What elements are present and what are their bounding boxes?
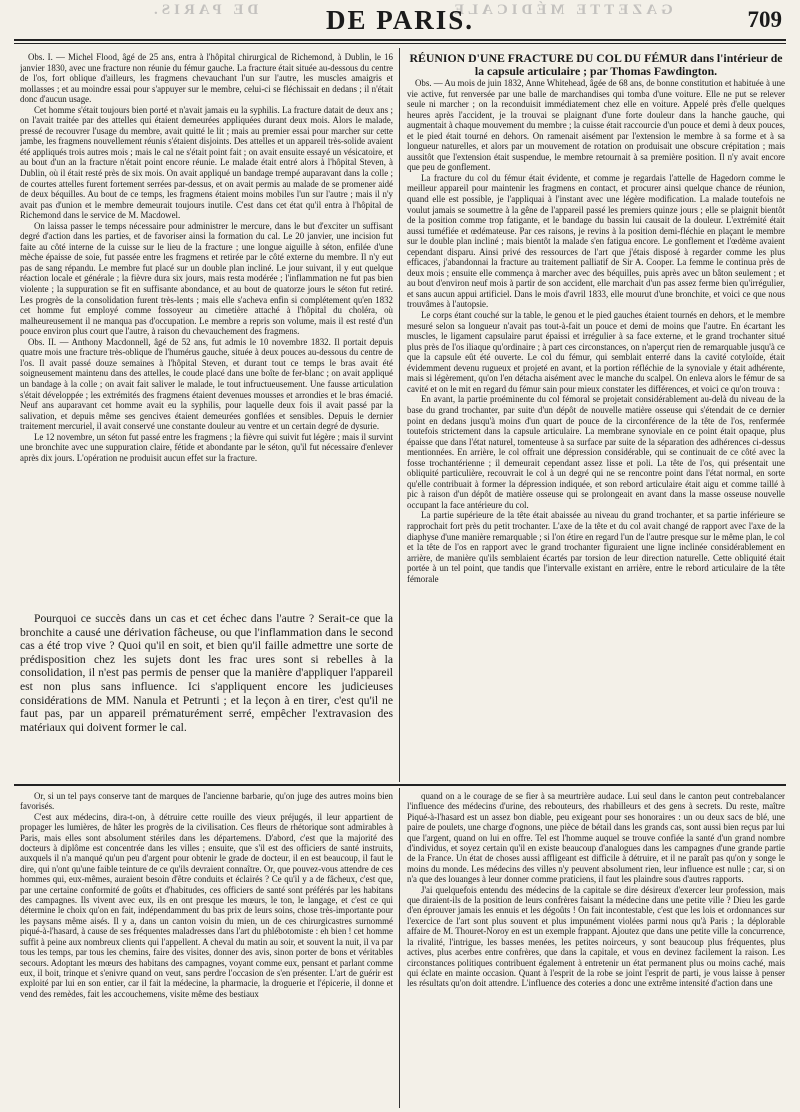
paragraph: En avant, la partie proéminente du col fémoral se projetait considérablement au-delà du niveau de la base du grand trochanter, par suite d'un dépôt de nouvelle matière osseuse qui s'étendait de ce dernier point en dedans jusqu'à moins d'un quart de pouce de la circonférence de la tête de l'os, renfermée toutefois strictement dans la capsule articulaire. La membrane synoviale en ce point était opaque, plus épaisse que dans l'état naturel, tomenteuse à sa surface par suite de la séparation des adhérences ci-dessus mentionnées. En arrière, le col offrait une dépression considérable, qui se continuait de ce côté avec la fosse trochantérienne ; il demeurait cependant assez lisse et poli. La tête de l'os, qui présentait une obliquité particulière, recouvrait le col à un degré qui ne se rencontre point dans l'état normal, en sorte qu'elle contribuait à former la dépression indiquée, et son rebord articulaire était aigu et comme taillé à pic à raison d'un dépôt de matière osseuse qui se prolongeait en avant dans la masse osseuse nouvelle occupant la face antérieure du col. [407, 394, 785, 510]
running-head: DE PARIS. [325, 5, 475, 35]
paragraph: Pourquoi ce succès dans un cas et cet échec dans l'autre ? Serait-ce que la bronchite a causé une dérivation fâcheuse, ou que l'inflammation dans le second cas a été trop vive ? Quoi qu'il en soit, et bien qu'il faille admettre une sorte de prédisposition chez les sujets dont les frac ures sont si rebelles à la consolidation, il n'est pas permis de penser que la manière d'appliquer l'appareil est non plus sans influence. Ici s'appliquent encore les judicieuses considérations de MM. Nanula et Petrunti ; et la leçon à en tirer, c'est qu'il ne faut pas, par un appareil prématurément serré, empêcher l'extravasion des matériaux qui doivent former le cal. [20, 612, 393, 734]
paragraph: La fracture du col du fémur était évidente, et comme je regardais l'attelle de Hagedorn comme le meilleur appareil pour maintenir les fragmens en contact, et procurer ainsi quelque chance de réunion, quand elle est possible, je l'appliquai à l'instant avec une légère modification. La malade toutefois ne voulut jamais se soumettre à la gêne de l'appareil passé les premiers quinze jours ; elle se plaignit bientôt de la position comme trop fatigante, et le bandage du bassin lui causait de la douleur. L'extrémité était aussi tuméfiée et œdémateuse. Par ces raisons, je revins à la position demi-fléchie en plaçant le membre sur le double plan incliné ; mais bientôt la malade s'en fatigua encore. Le gonflement et l'œdème avaient cependant disparu. Ainsi privé des ressources de l'art que j'étais disposé à regarder comme les plus efficaces, j'abandonnai la fracture au traitement palliatif de Sir A. Cooper. La femme le continua près de deux mois ; ensuite elle commença à marcher avec des béquilles, puis après avec un bâton seulement ; et au bout d'environ neuf mois à partir de son accident, elle marchait d'un pas assez ferme bien qu'irrégulier, et sans aucun appui artificiel. Dans le mois d'avril 1833, elle mourut d'une bronchite, et voici ce que nous trouvâmes à l'autopsie. [407, 172, 785, 310]
page-number: 709 [747, 7, 782, 32]
paragraph: Le 12 novembre, un séton fut passé entre les fragmens ; la fièvre qui suivit fut légère ; mais il survint une bronchite avec une suppuration claire, fétide et abondante par le séton, qu'il fut nécessaire d'enlever après dix jours. L'opération ne produisit aucun effet sur la fracture. [20, 431, 393, 463]
paragraph: Cet homme s'était toujours bien porté et n'avait jamais eu la syphilis. La fracture datait de deux ans ; on l'avait traitée par des attelles qui étaient demeurées appliquées durant deux mois. Alors le malade, pressé de recouvrer l'usage du membre, avait quitté le lit ; mais au premier essai pour marcher sur cette jambe, les fragmens nouvellement réunis s'étaient disjoints. Des attelles et un appareil très-solide avaient été appliqués trois autres mois ; mais le cal ne s'était point fait ; on avait ensuite essayé un vésicatoire, et au bout d'un an la fracture n'était point encore réunie. Le malade était entré alors à l'hôpital Steven, à Dublin, où il était resté près de six mois. On avait appliqué un bandage trempé auparavant dans la colle ; de courtes attelles furent fortement serrées par-dessus, et on avait permis au malade de se promener aidé de deux béquilles. Au bout de ce temps, les fragmens étaient moins mobiles l'un sur l'autre ; mais il n'y avait pas d'union et le membre demeurait toujours inutile. C'est dans cet état qu'il entra à l'hôpital de Richemond dans le service de M. Macdowel. [20, 104, 393, 221]
paragraph: On laissa passer le temps nécessaire pour administrer le mercure, dans le but d'exciter un suffisant degré d'action dans les parties, et de favoriser ainsi la formation du cal. Le 20 janvier, une incision fut faite au côté interne de la cuisse sur le lieu de la fracture ; une longue aiguille à séton, enfilée d'une mèche épaisse de soie, fut passée entre les fragmens et retirée par le côté externe du membre. Il n'y eut pas de sang répandu. Le membre fut placé sur un double plan incliné. Le jour suivant, il y eut quelque réaction locale et générale ; la fièvre dura six jours, mais resta modérée ; l'inflammation ne fut pas bien violente ; la suppuration se fit en suffisante abondance, et au bout de quatorze jours le séton fut retiré. Les progrès de la consolidation furent très-lents ; mais elle s'acheva enfin si complétement qu'en 1832 cet homme fut employé comme fossoyeur au cimetière attaché à l'hôpital du choléra, où malheureusement il ne manqua pas d'occupation. Le membre a repris son volume, mais il est resté d'un pouce environ plus court que l'autre, à raison du chevauchement des fragmens. [20, 220, 393, 337]
column-top-right [407, 52, 785, 774]
column-bottom-right [407, 791, 785, 1106]
page-header [0, 0, 800, 46]
column-bottom-left [20, 791, 393, 1106]
header-rule [14, 43, 786, 44]
feuilleton-rule [14, 784, 786, 786]
paragraph: Obs. I. — Michel Flood, âgé de 25 ans, entra à l'hôpital chirurgical de Richemond, à Dublin, le 16 janvier 1830, avec une fracture non réunie du fémur gauche. La fracture était située au-dessous du centre de l'os, fort oblique d'ailleurs, les fragmens chevauchant l'un sur l'autre, les muscles amaigris et mollasses ; et au moindre essai pour s'appuyer sur le membre, celui-ci se fléchissait en dedans ; il n'était donc d'aucun usage. [20, 52, 393, 105]
bleed-through-text: GAZETTE MÉDICALE [450, 2, 673, 18]
article-title: RÉUNION D'UNE FRACTURE DU COL DU FÉMUR dans l'intérieur de la capsule articulaire ; par Thomas Fawdington. [409, 52, 783, 78]
paragraph: quand on a le courage de se fier à sa meurtrière audace. Lui seul dans le canton peut contrebalancer l'influence des médecins d'urine, des rebouteurs, des rhabilleurs et des gens à secrets. Du reste, maître Piqué-à-l'hasard est un assez bon diable, peu exigeant pour ses honoraires : un ou deux sacs de blé, une paire de poulets, une charge d'ognons, une pièce de bétail dans les grands cas, sont aussi bien reçus par lui que l'argent, quand on lui en offre. Tel est l'homme auquel se trouve confiée la santé d'un grand nombre d'individus, et soyez certain qu'il en existe beaucoup d'analogues dans les campagnes d'une grande partie de la France. Un état de choses aussi affligeant est difficile à détruire, et il ne paraît pas qu'on y songe le moins du monde. Les médecins des villes n'y peuvent absolument rien, leur influence est nulle ; car, si on n'a que des louanges à leur donner comme praticiens, il faut les plaindre sous d'autres rapports. [407, 791, 785, 885]
paragraph: Le corps étant couché sur la table, le genou et le pied gauches étaient tournés en dehors, et le membre mesuré selon sa longueur n'avait pas tout-à-fait un pouce et demi de moins que l'autre. En écartant les muscles, le ligament capsulaire parut épaissi et irrégulier à sa face externe, et le grand trochanter situé plus près de l'os iliaque qu'ordinaire ; à part ces circonstances, on n'aperçut rien de remarquable jusqu'à ce que la capsule eût été ouverte. Le col du fémur, qui semblait enterré dans la cavité cotyloïde, était évidemment devenu rugueux et projeté en avant, et la portion réfléchie de la synoviale y était adhérente, mais si légèrement, qu'on l'en détacha aisément avec le manche du scalpel. On enleva alors le fémur de sa cavité et on le mit en regard du fémur sain pour mieux constater les différences, et voici ce qu'on trouva : [407, 310, 785, 394]
column-divider [399, 788, 400, 1108]
paragraph: J'ai quelquefois entendu des médecins de la capitale se dire désireux d'exercer leur profession, mais que diraient-ils de la position de leurs confrères faisant la médecine dans une petite ville ? Dieu les garde d'en éprouver jamais les ennuis et les dégoûts ! On fait incontestable, c'est que les lois et ordonnances sur l'exercice de l'art sont plus souvent et plus impunément violées parmi nous qu'à Paris ; la déplorable affaire de M. Thouret-Noroy en est un exemple frappant. Ajoutez que dans une petite ville la concurrence, la rivalité, l'intrigue, les basses menées, les petites noirceurs, y sont beaucoup plus fréquentes, plus actives, plus acerbes entre confrères, que dans la capitale, et vous en devinez facilement la raison. Les circonstances politiques contribuent également à entretenir un état permanent plus ou moins caché, mais qui éclate en mainte occasion. Quant à l'esprit de la robe se joint l'esprit de parti, je vous laisse à penser les résultats qu'on doit attendre. L'influence des coteries a donc une extrême intensité d'action dans une [407, 884, 785, 989]
paragraph: Obs. II. — Anthony Macdonnell, âgé de 52 ans, fut admis le 10 novembre 1832. Il portait depuis quatre mois une fracture très-oblique de l'humérus gauche, située à deux pouces au-dessous du centre de l'os. Il avait passé douze semaines à l'hôpital Steven, et durant tout ce temps le bras avait été soigneusement maintenu dans des attelles, le coude placé dans une boîte de fer-blanc ; on avait appliqué un bandage à la colle ; on avait fait saliver le malade, le tout infructueusement. Une fausse articulation s'était développée ; les extrémités des fragmens étaient devenues mousses et arrondies et le bras émacié. Neuf ans auparavant cet homme avait eu la syphilis, pour laquelle deux fois il avait passé par la salivation, et depuis même ses gencives étaient demeurées gonflées et sensibles. Depuis le dernier traitement mercuriel, il avait conservé une constante douleur au ventre et un certain degré de dysurie. [20, 336, 393, 432]
column-commentary [20, 612, 393, 782]
paragraph: Obs. — Au mois de juin 1832, Anne Whitehead, âgée de 68 ans, de bonne constitution et habituée à une vie active, fut renversée par une balle de marchandises qui tomba d'une voiture. Elle ne put se relever seule ni marcher ; on la reconduisit immédiatement chez elle en voiture. Appelé près d'elle quelques heures après l'accident, je la trouvai se plaignant d'une forte douleur dans la hanche gauche, qui augmentait à chaque mouvement du membre ; la cuisse était raccourcie d'un pouce et demi à deux pouces, et le pied était tourné en dehors. On ramenait aisément par l'extension le membre à sa forme et à sa longueur naturelles, et alors par un mouvement de rotation on produisait une obscure crépitation ; mais aussitôt que l'extension était suspendue, le membre retournait à sa première position. Il n'y avait encore que peu de gonflement. [407, 78, 785, 173]
header-rule [14, 39, 786, 41]
paragraph: La partie supérieure de la tête était abaissée au niveau du grand trochanter, et sa partie inférieure se rapprochait fort près du petit trochanter. L'axe de la tête et du col avait changé de rapport avec l'axe de la diaphyse d'une manière remarquable ; si l'on étire en regard l'un de l'autre presque sur le même plan, le col et la tête de l'os en rapport avec le grand trochanter figuraient une ligne inclinée considérablement en arrière, de manière qu'ils semblaient écartés par torsion de leur direction naturelle. Cette obliquité était portée à un tel point, que tandis que l'intervalle existant en arrière, entre le rebord articulaire de la tête fémorale [407, 510, 785, 584]
paragraph: Or, si un tel pays conserve tant de marques de l'ancienne barbarie, qu'on juge des autres moins bien favorisés. [20, 791, 393, 812]
column-divider [399, 48, 400, 782]
bleed-through-text: DE PARIS. [150, 2, 259, 18]
paragraph: C'est aux médecins, dira-t-on, à détruire cette rouille des vieux préjugés, il leur appartient de propager les lumières, de hâter les progrès de la civilisation. Ces fleurs de rhétorique sont admirables à Paris, mais elles sont absolument stériles dans les départemens. D'abord, c'est que la majorité des docteurs à diplôme est concentrée dans les villes ; ensuite, que s'il est des officiers de santé instruits, auxquels il n'a manqué qu'un peu d'argent pour obtenir le grade de docteur, il en est beaucoup, il faut le dire, qui n'ont qu'une faible teinture de ce qu'ils devraient connaître. Or, que pouvez-vous attendre de ces hommes qui, eux-mêmes, auraient besoin d'être conduits et éclairés ? Ce qu'il y a de fâcheux, c'est que, par une certaine conformité de goûts et d'habitudes, ces officiers de santé sont préférés par les habitans des campagnes. Ils vivent avec eux, ils en ont presque les mœurs, le ton, le langage, et c'est ce qui détermine le choix qu'on en fait, indépendamment du bas prix de leurs soins, chose très-importante pour les paysans même aisés. Il y a, dans un canton voisin du mien, un de ces chirurgicastres surnommé piqué-à-l'hasard, à cause de ses fréquentes maladresses dans l'art du phlébotomiste : eh bien ! cet homme suffit à peine aux nombreux clients qui l'appellent. A cheval du matin au soir, et souvent la nuit, il va par tous les temps, par tous les chemins, faire des visites, donner des avis, sinon porter de bons et véritables secours. Adoptant les mœurs des habitans des campagnes, voyant comme eux, pensant et parlant comme eux, il boit, trinque et s'enivre quand on veut, sans perdre l'occasion de s'en présenter. L'art de guérir est exploité par lui en son entier, car il fait la médecine, la pharmacie, la droguerie et l'épicerie, il donne et vend des remèdes, fait les accouchemens, visite même des bestiaux [20, 811, 393, 999]
column-top-left [20, 52, 393, 607]
